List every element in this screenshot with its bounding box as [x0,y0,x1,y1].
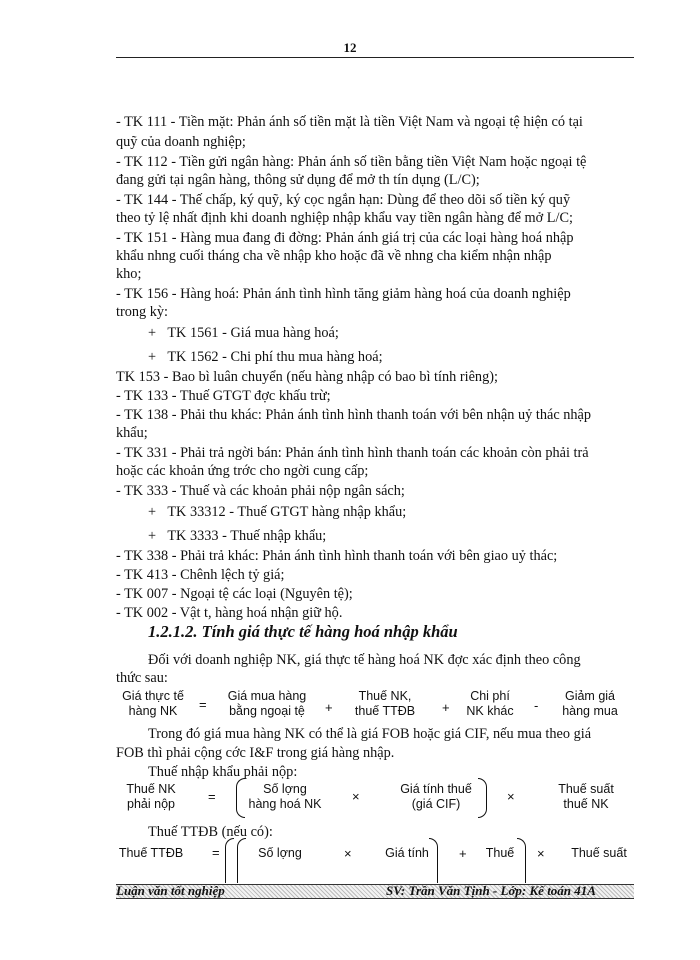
formula-term: Thuế suất [571,846,627,860]
sub-item-label: TK 3333 - Thuế nhập khẩu; [167,528,327,544]
text-line: - TK 138 - Phải thu khác: Phản ánh tình hình thanh toán với bên nhận uỷ thác nhập [116,407,592,423]
formula-term: Thuế suất thuế NK [558,782,614,811]
text-line: - TK 413 - Chênh lệch tỷ giá; [116,567,285,583]
plus-sign: + [459,846,467,861]
equals-sign: = [208,789,216,804]
sub-item-label: TK 1562 - Chi phí thu mua hàng hoá; [167,349,383,365]
text-line: hoặc các khoản ứng trớc cho ngời cung cấp; [116,463,369,479]
right-bracket [429,838,438,883]
page-number: 12 [343,40,357,55]
text-line: khẩu; [116,425,148,441]
paragraph-line: Trong đó giá mua hàng NK có thể là giá FOB hoặc giá CIF, nếu mua theo giá [148,726,592,742]
section-heading: 1.2.1.2. Tính giá thực tế hàng hoá nhập khẩu [148,622,458,641]
right-bracket [517,838,526,883]
equals-sign: = [199,697,207,712]
text-line: quỹ của doanh nghiệp; [116,134,246,150]
multiply-sign: × [344,846,352,861]
formula-term: Thuế TTĐB [118,846,184,860]
formula-term: Thuế NK phải nộp [126,782,176,811]
text-line: đang gửi tại ngân hàng, thông sử dụng để mở th tín dụng (L/C); [116,172,480,188]
paragraph-line: FOB thì phải cộng cớc I&F trong giá hàng nhập. [116,745,395,761]
minus-sign: - [534,698,539,713]
text-line: TK 153 - Bao bì luân chuyển (nếu hàng nhập có bao bì tính riêng); [116,369,498,385]
top-rule [116,57,634,58]
text-line: - TK 133 - Thuế GTGT đợc khấu trừ; [116,388,331,404]
footer-right: SV: Trần Văn Tịnh - Lớp: Kế toán 41A [386,883,596,898]
text-line: - TK 333 - Thuế và các khoản phải nộp ngân sách; [116,483,405,499]
paragraph-line: thức sau: [116,670,168,686]
sub-item: + TK 33312 - Thuế GTGT hàng nhập khẩu; [148,504,407,520]
text-line: - TK 002 - Vật t, hàng hoá nhận giữ hộ. [116,605,343,621]
plus-sign: + [325,700,333,715]
text-line: - TK 331 - Phải trả ngời bán: Phản ánh tình hình thanh toán các khoản còn phải trả [116,445,589,461]
text-line: kho; [116,266,142,282]
text-line: - TK 156 - Hàng hoá: Phản ánh tình hình tăng giảm hàng hoá của doanh nghiệp [116,286,571,302]
right-bracket [478,778,487,818]
formula-term: Giá tính thuế (giá CIF) [400,782,472,811]
left-bracket-inner [237,838,246,883]
paragraph-line: Thuế nhập khẩu phải nộp: [148,764,298,780]
formula-term: Giá tính [385,846,429,860]
formula-term: Giảm giá hàng mua [562,689,618,718]
text-line: trong kỳ: [116,304,169,320]
equals-sign: = [212,845,220,860]
text-line: - TK 112 - Tiền gửi ngân hàng: Phản ánh số tiền bằng tiền Việt Nam hoặc ngoại tệ [116,154,587,170]
formula-term: Chi phí NK khác [466,689,514,718]
sub-item: + TK 1561 - Giá mua hàng hoá; [148,325,339,341]
formula-term: Thuế NK, thuế TTĐB [354,689,416,718]
plus-sign: + [442,700,450,715]
text-line: - TK 151 - Hàng mua đang đi đờng: Phản ánh giá trị của các loại hàng hoá nhập [116,230,574,246]
formula-term: Số lợng [258,846,302,860]
text-line: - TK 144 - Thế chấp, ký quỹ, ký cọc ngắn hạn: Dùng để theo dõi số tiền ký quỹ [116,192,571,208]
multiply-sign: × [352,789,360,804]
text-line: theo tỷ lệ nhất định khi doanh nghiệp nhập khẩu vay tiền ngân hàng để mở L/C; [116,210,574,226]
formula-term: Giá thực tế hàng NK [122,689,184,718]
sub-item: + TK 1562 - Chi phí thu mua hàng hoá; [148,349,383,365]
formula-term: Giá mua hàng bằng ngoại tệ [227,689,307,718]
formula-term: Số lợng hàng hoá NK [248,782,322,811]
text-line: khẩu nhng cuối tháng cha về nhập kho hoặc đã về nhng cha kiểm nhận nhập [116,248,552,264]
left-bracket-outer [225,838,234,883]
formula-term: Thuế [485,846,515,860]
footer-left: Luận văn tốt nghiệp [116,883,225,898]
sub-item-label: TK 1561 - Giá mua hàng hoá; [167,325,339,341]
multiply-sign: × [537,846,545,861]
sub-item: + TK 3333 - Thuế nhập khẩu; [148,528,327,544]
text-line: - TK 007 - Ngoại tệ các loại (Nguyên tệ); [116,586,353,602]
text-line: - TK 111 - Tiền mặt: Phản ánh số tiền mặt là tiền Việt Nam và ngoại tệ hiện có tại [116,114,583,130]
text-line: - TK 338 - Phải trả khác: Phản ánh tình hình thanh toán với bên giao uỷ thác; [116,548,558,564]
paragraph-line: Thuế TTĐB (nếu có): [148,824,273,840]
multiply-sign: × [507,789,515,804]
paragraph-line: Đối với doanh nghiệp NK, giá thực tế hàng hoá NK đợc xác định theo công [148,652,581,668]
sub-item-label: TK 33312 - Thuế GTGT hàng nhập khẩu; [167,504,407,520]
